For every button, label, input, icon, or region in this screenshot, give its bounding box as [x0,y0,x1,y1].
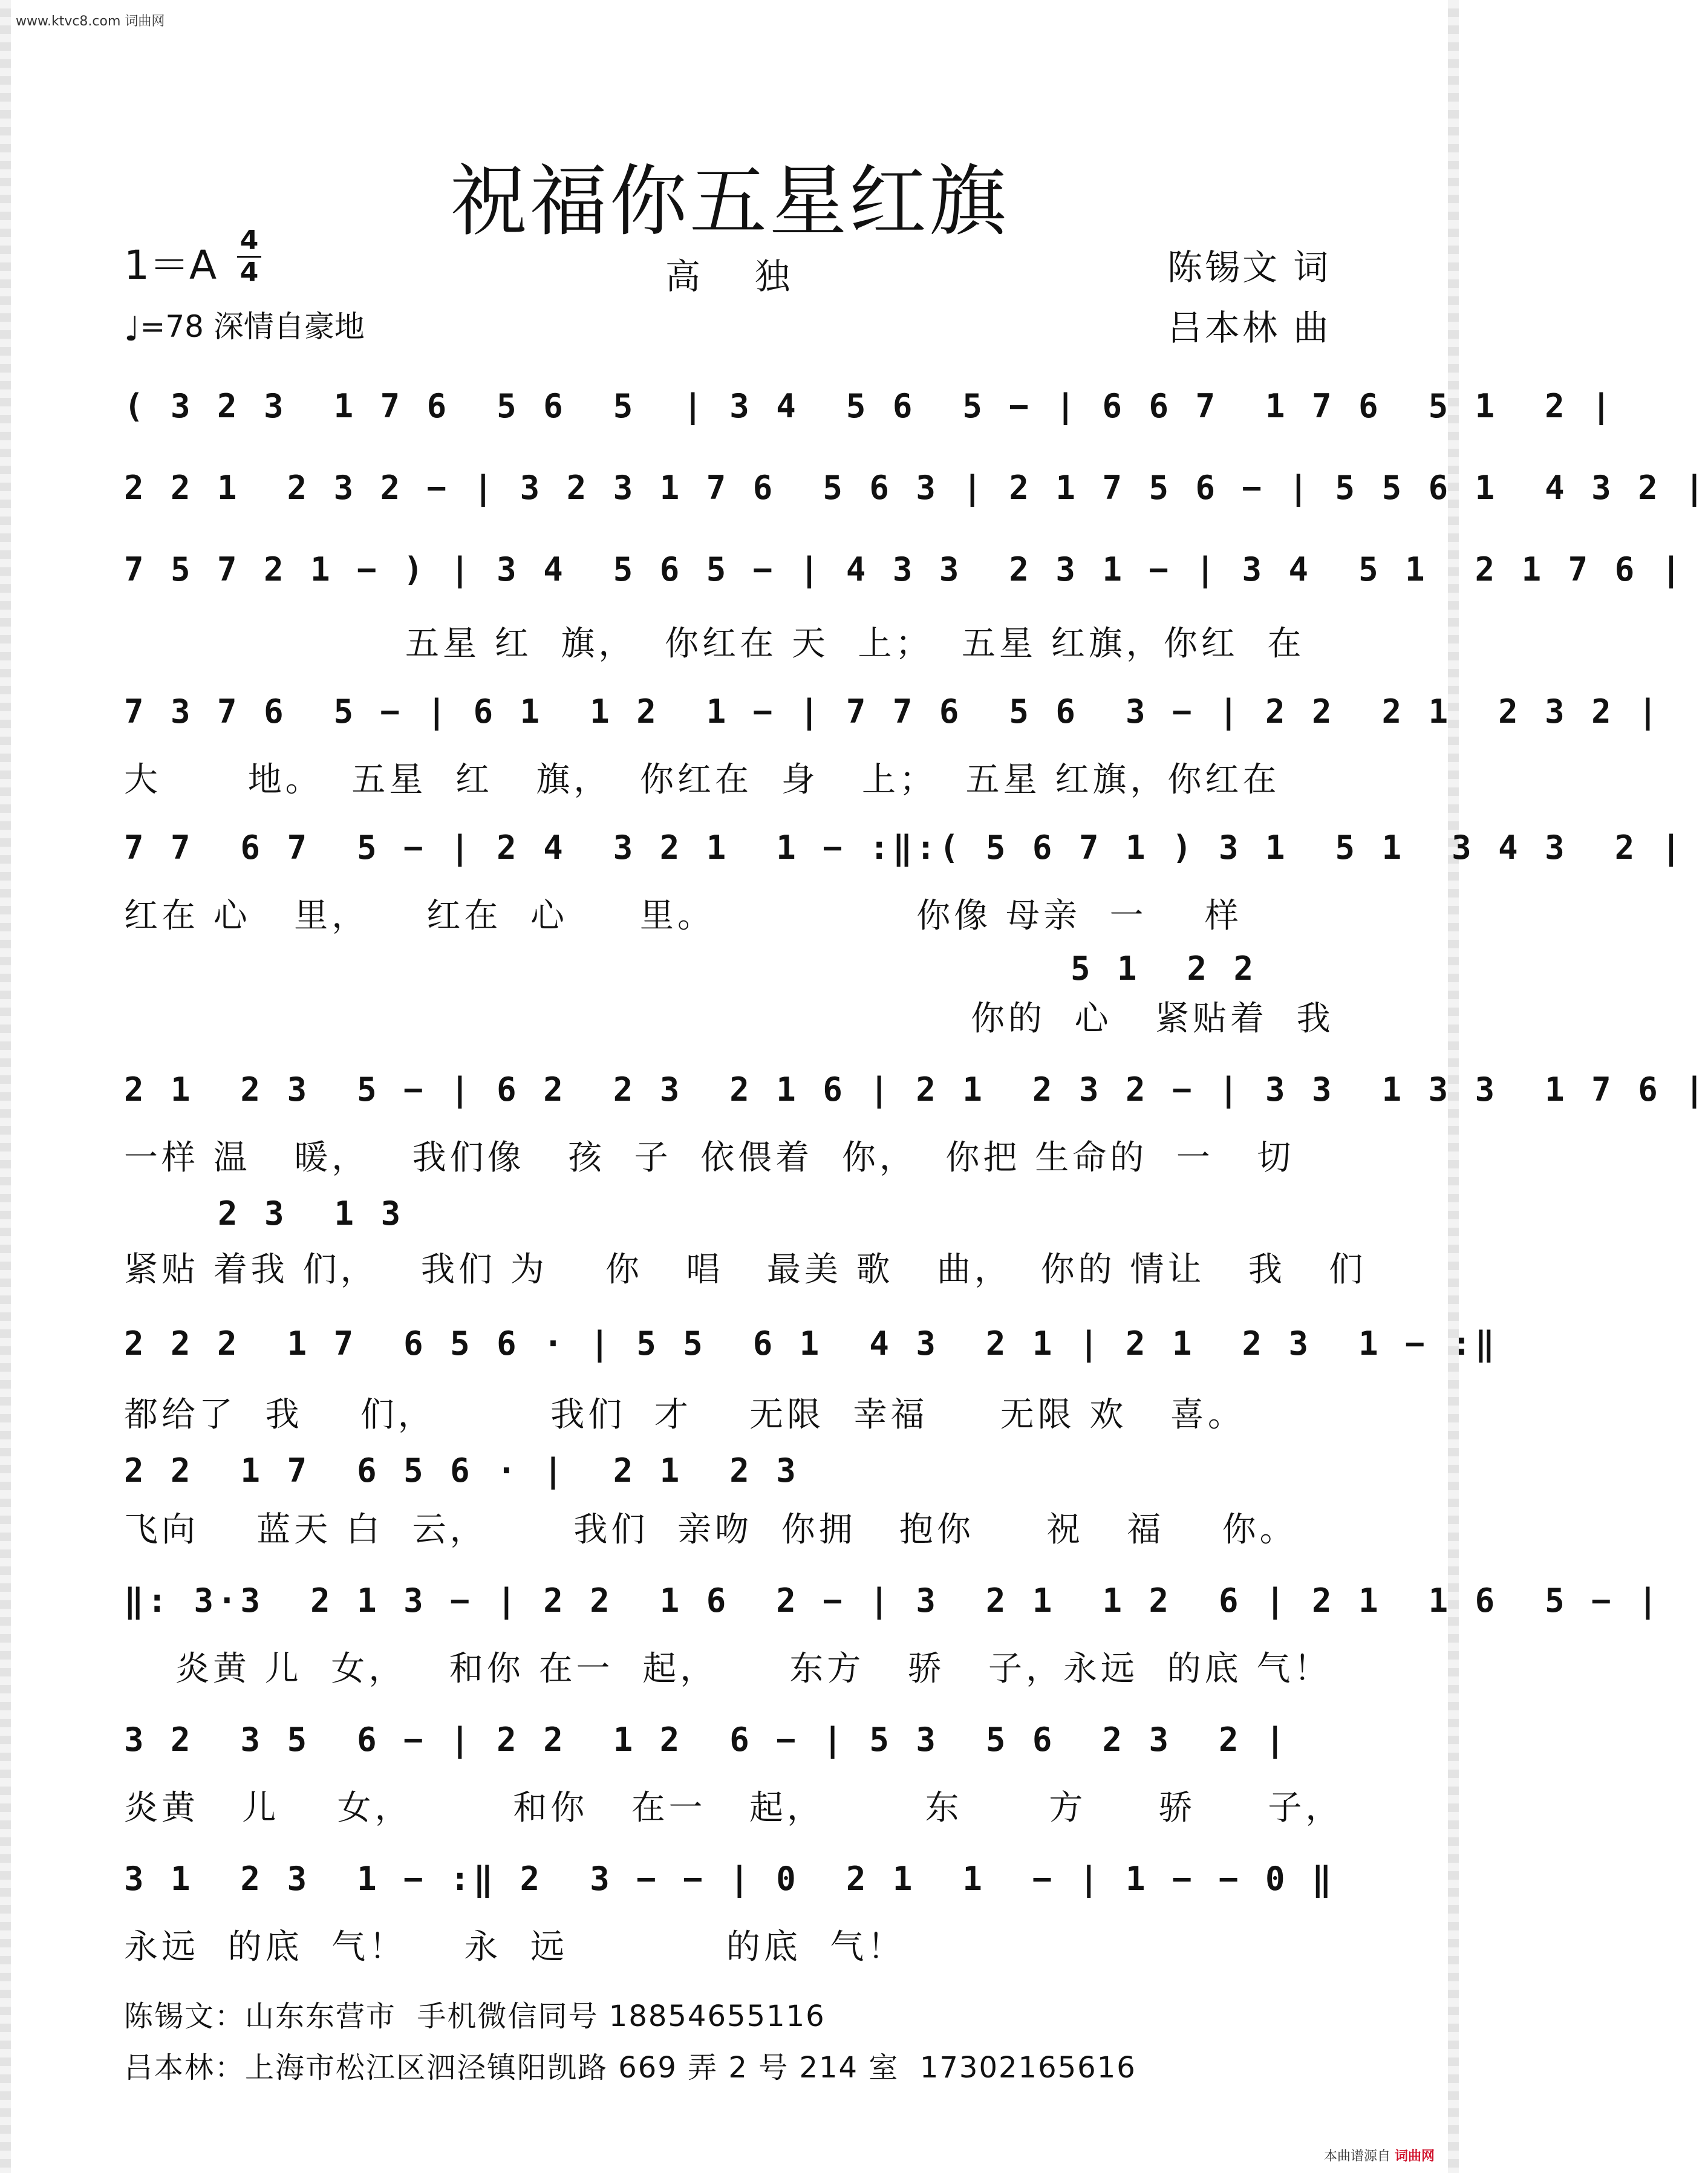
lyric-line-7: 飞向 蓝天 白 云， 我们 亲吻 你拥 抱你 祝 福 你。 [124,1510,1297,1549]
tempo-marking [124,302,365,349]
time-signature [237,227,261,287]
notation-line-8: ‖: 3·3 2 1 3 − | 2 2 1 6 2 − | 3 2 1 1 2 6 | 2 1 1 6 5 − | [124,1582,1661,1620]
notation-line-6b: 2 3 1 3 [218,1194,405,1233]
lyric-line-5: 紧贴 着我 们， 我们 为 你 唱 最美 歌 曲， 你的 情让 我 们 [124,1250,1367,1289]
lyric-line-9: 炎黄 儿 女， 和你 在一 起， 东 方 骄 子， [124,1788,1343,1828]
notation-line-7: 2 2 2 1 7 6 5 6 · | 5 5 6 1 4 3 2 1 | 2 1 2 3 1 − :‖ [124,1324,1499,1363]
lyric-line-4: 一样 温 暖， 我们像 孩 子 依偎着 你， 你把 生命的 一 切 [124,1138,1295,1178]
notation-line-5b: 5 1 2 2 [1071,950,1257,988]
lyric-line-10: 永远 的底 气！ 永 远 的底 气！ [124,1927,905,1967]
notation-line-6: 2 1 2 3 5 − | 6 2 2 3 2 1 6 | 2 1 2 3 2 − | 3 3 1 3 3 1 7 6 | [124,1070,1708,1109]
time-signature-bottom: 4 [240,257,259,288]
footer-site-name: 词曲网 [1394,2149,1435,2164]
lyric-line-3b: 你的 心 紧贴着 我 [971,999,1334,1038]
notation-line-4: 7 3 7 6 5 − | 6 1 1 2 1 − | 7 7 6 5 6 3 − | 2 2 2 1 2 3 2 | [124,692,1661,731]
time-signature-top: 4 [240,225,259,256]
notation-line-3: 7 5 7 2 1 − ) | 3 4 5 6 5 − | 4 3 3 2 3 1 − | 3 4 5 1 2 1 7 6 | [124,550,1685,588]
site-watermark: www.ktvc8.com 词曲网 [16,14,165,29]
contact-lyricist: 陈锡文：山东东营市 手机微信同号 18854655116 [124,1999,826,2033]
notation-line-10: 3 1 2 3 1 − :‖ 2 3 − − | 0 2 1 1 − | 1 − − 0 ‖ [124,1860,1335,1898]
performance-form: 高独 [665,256,845,297]
quarter-note-icon: ♩ [124,310,140,349]
left-margin-strip [0,0,11,2173]
notation-line-9: 3 2 3 5 6 − | 2 2 1 2 6 − | 5 3 5 6 2 3 2 | [124,1721,1289,1759]
tempo-text: =78 深情自豪地 [140,309,365,344]
song-title: 祝福你五星红旗 [449,157,1009,247]
key-signature: 1＝A [124,242,217,288]
notation-line-1: ( 3 2 3 1 7 6 5 6 5 | 3 4 5 6 5 − | 6 6 7 1 7 6 5 1 2 | [124,387,1615,425]
notation-line-2: 2 2 1 2 3 2 − | 3 2 3 1 7 6 5 6 3 | 2 1 7 5 6 − | 5 5 6 1 4 3 2 | [124,469,1708,507]
footer-source [1324,2146,1435,2165]
notation-line-7b: 2 2 1 7 6 5 6 · | 2 1 2 3 [124,1451,800,1490]
lyric-line-3: 红在 心 里， 红在 心 里。 你像 母亲 一 样 [124,896,1242,936]
contact-composer: 吕本林：上海市松江区泗泾镇阳凯路 669 弄 2 号 214 室 17302165616 [124,2051,1136,2085]
composer-credit: 吕本林 曲 [1167,307,1331,348]
lyric-line-8: 炎黄 儿 女， 和你 在一 起， 东方 骄 子，永远 的底 气！ [175,1649,1332,1689]
lyric-line-1: 五星 红 旗， 你红在 天 上； 五星 红旗，你红 在 [405,624,1305,663]
lyricist-credit: 陈锡文 词 [1167,247,1331,288]
footer-source-label: 本曲谱源自 [1323,2149,1390,2164]
lyric-line-6: 都给了 我 们， 我们 才 无限 幸福 无限 欢 喜。 [124,1395,1245,1435]
notation-line-5: 7 7 6 7 5 − | 2 4 3 2 1 1 − :‖:( 5 6 7 1 ) 3 1 5 1 3 4 3 2 | [124,829,1685,867]
lyric-line-2: 大 地。 五星 红 旗， 你红在 身 上； 五星 红旗，你红在 [124,760,1280,800]
